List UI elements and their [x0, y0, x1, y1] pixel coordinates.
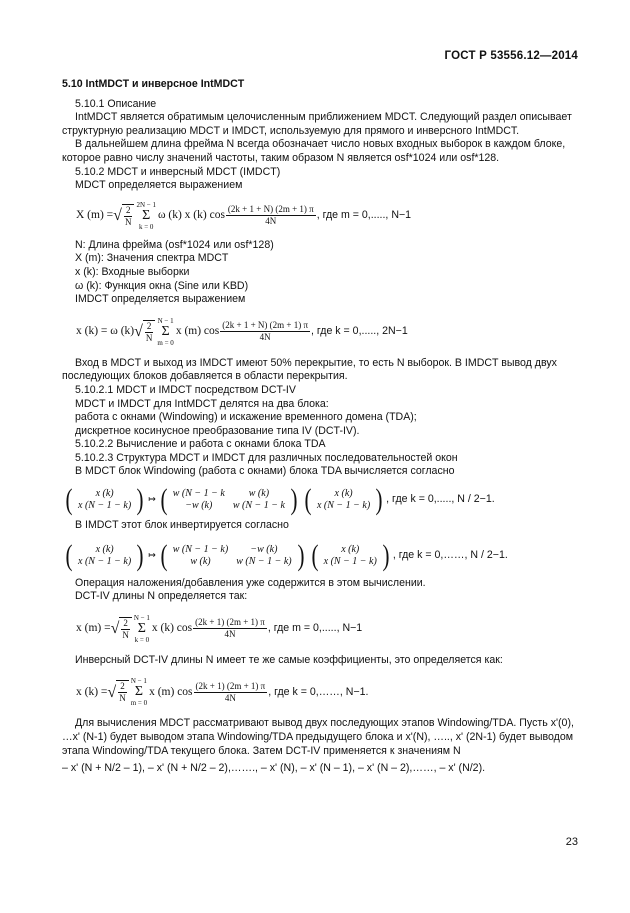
eq4-vector-in: ( x (k) x (N − 1 − k) ) — [311, 538, 390, 572]
eq5-body: x (k) cos — [151, 622, 193, 635]
fraction-num: (2k + 1 + N) (2m + 1) π — [227, 204, 314, 215]
paragraph-mdct-def: MDCT определяется выражением — [75, 179, 243, 192]
vector-cell: x (N − 1 − k) — [78, 500, 132, 512]
eq1-tail: , где m = 0,....., N−1 — [316, 208, 412, 221]
paragraph-frame-length: В дальнейшем длина фрейма N всегда обозначает число новых входных выборок в каждом блоке, которое равно числу значений частоты, таким образом N является osf*1024 или osf*128. — [62, 138, 566, 164]
fraction-den: 4N — [259, 332, 271, 343]
sum-top: N − 1 — [133, 613, 150, 622]
subsection-5-10-1: 5.10.1 Описание — [75, 97, 157, 110]
paragraph-overlap: Вход в MDCT и выход из IMDCT имеют 50% перекрытие, то есть N выборок. В IMDCT вывод двух последующих блоков добавляется в области перекрытия. — [62, 356, 557, 383]
sqrt-term: √ $\frac{2}{N}$ — [111, 617, 132, 641]
paragraph-dct-iv: дискретное косинусное преобразование типа IV (DCT-IV). — [75, 424, 360, 437]
eq1-lhs: X (m) = — [76, 208, 114, 221]
eq2-sum: N − 1 Σ m = 0 — [157, 316, 174, 347]
eq2-tail: , где k = 0,....., 2N−1 — [311, 324, 408, 337]
paragraph-imdct-def: IMDCT определяется выражением — [75, 293, 246, 306]
equation-dct-iv — [76, 614, 580, 644]
eq5-lhs: x (m) = — [76, 622, 111, 635]
subsection-5-10-2: 5.10.2 MDCT и инверсный MDCT (IMDCT) — [75, 165, 281, 178]
equation-windowing — [62, 485, 580, 515]
sqrt-den: N — [145, 332, 153, 343]
eq4-tail: , где k = 0,……, N / 2−1. — [392, 548, 508, 561]
eq2-fraction — [220, 320, 310, 343]
vector-cell: x (k) — [95, 543, 114, 555]
sqrt-num: 2 — [123, 617, 128, 628]
equation-mdct — [76, 201, 580, 231]
paragraph-imdct-invert: В IMDCT этот блок инвертируется согласно — [75, 519, 289, 532]
sum-top: 2N − 1 — [136, 200, 156, 209]
matrix-cell: w (N − 1 − k) — [172, 543, 229, 555]
eq1-fraction — [226, 204, 316, 227]
sqrt-term: √ $\frac{2}{N}$ — [113, 204, 134, 228]
paragraph-value-list: – x' (N + N/2 – 1), – x' (N + N/2 – 2),……., – x' (N), – x' (N – 1), – x' (N – 2),……, – x' (N/2). — [62, 762, 486, 775]
matrix-cell: w (N − 1 − k) — [236, 555, 292, 567]
fraction-num: (2k + 1 + N) (2m + 1) π — [222, 320, 309, 331]
paragraph-dct-iv-def: DCT-IV длины N определяется так: — [75, 590, 248, 603]
eq3-vector-in: ( x (k) x (N − 1 − k) ) — [304, 483, 383, 517]
sum-bottom: k = 0 — [138, 222, 154, 231]
def-n: N: Длина фрейма (osf*1024 или osf*128) — [75, 238, 274, 251]
document-header: ГОСТ Р 53556.12—2014 — [444, 50, 578, 62]
paragraph-overlap-add: Операция наложения/добавления уже содержится в этом вычислении. — [75, 576, 426, 589]
eq1-sum: 2N − 1 Σ k = 0 — [136, 200, 156, 231]
eq3-matrix: ( w (N − 1 − k w (k) −w (k) w (N − 1 − k ) — [160, 483, 298, 517]
eq2-lhs: x (k) = ω (k) — [76, 324, 135, 337]
def-xk: x (k): Входные выборки — [75, 265, 190, 278]
matrix-cell: w (N − 1 − k — [172, 488, 225, 500]
eq5-fraction — [193, 617, 267, 640]
section-title: 5.10 IntMDCT и инверсное IntMDCT — [62, 78, 245, 90]
subsection-5-10-2-2: 5.10.2.2 Вычисление и работа с окнами блока TDA — [75, 438, 326, 451]
eq5-sum: N − 1 Σ k = 0 — [133, 613, 150, 644]
sqrt-term: √ $\frac{2}{N}$ — [134, 320, 155, 344]
eq4-matrix: ( w (N − 1 − k) −w (k) w (k) w (N − 1 − k) ) — [160, 538, 305, 572]
fraction-num: (2k + 1) (2m + 1) π — [195, 680, 266, 691]
eq6-fraction — [194, 681, 268, 704]
paragraph-windowing: работа с окнами (Windowing) и искажение временного домена (TDA); — [75, 411, 417, 424]
paragraph-intmdct: IntMDCT является обратимым целочисленным приближением MDCT. Следующий раздел описывает структурную реализацию MDCT и IMDCT, используемую для прямого и инверсного IntMDCT. — [62, 111, 572, 137]
vector-cell: x (k) — [334, 488, 353, 500]
eq3-vector-out: ( x (k) x (N − 1 − k) ) — [65, 483, 144, 517]
vector-cell: x (N − 1 − k) — [323, 555, 377, 567]
matrix-cell: −w (k) — [185, 500, 213, 512]
fraction-den: 4N — [265, 216, 277, 227]
sum-bottom: k = 0 — [134, 635, 150, 644]
sqrt-den: N — [119, 693, 126, 704]
fraction-den: 4N — [224, 692, 236, 703]
eq6-lhs: x (k) = — [76, 685, 108, 698]
eq1-body: ω (k) x (k) cos — [157, 208, 225, 221]
eq3-tail: , где k = 0,....., N / 2−1. — [386, 493, 495, 506]
sqrt-num: 2 — [125, 204, 131, 215]
sqrt-num: 2 — [120, 681, 125, 692]
equation-inverse-dct-iv — [76, 677, 580, 707]
sqrt-num: 2 — [146, 320, 152, 331]
page-number: 23 — [565, 836, 578, 848]
maps-to-arrow: ↦ — [148, 494, 156, 505]
eq2-body: x (m) cos — [175, 324, 220, 337]
eq6-sum: N − 1 Σ m = 0 — [130, 677, 148, 708]
eq6-body: x (m) cos — [149, 685, 193, 698]
main-content — [62, 78, 580, 776]
def-x: X (m): Значения спектра MDCT — [75, 252, 229, 265]
eq6-tail: , где k = 0,……, N−1. — [268, 685, 369, 698]
matrix-cell: w (k) — [248, 488, 270, 500]
equation-imdct — [76, 317, 580, 347]
matrix-cell: w (k) — [190, 555, 211, 567]
matrix-cell: w (N − 1 − k — [232, 500, 285, 512]
eq4-vector-out: ( x (k) x (N − 1 − k) ) — [65, 538, 144, 572]
subsection-5-10-2-1: 5.10.2.1 MDCT и IMDCT посредством DCT-IV — [75, 383, 296, 396]
paragraph-inverse-dct: Инверсный DCT-IV длины N имеет те же самые коэффициенты, это определяется как: — [75, 653, 503, 666]
sqrt-den: N — [122, 629, 129, 640]
sqrt-term: √ $\frac{2}{N}$ — [107, 680, 128, 704]
paragraph-mdct-stages: Для вычисления MDCT рассматривают вывод двух последующих этапов Windowing/TDA. Пусть x'(0), …x' (N-1) будет выводом этапа Windowing/TDA предыдущего блока и x'(N), ….., x' (2N-1) будет выводом этапа Windowing/TDA текущего блока. Затем DCT-IV применяется к значениям N — [62, 717, 574, 757]
vector-cell: x (N − 1 − k) — [78, 555, 132, 567]
vector-cell: x (N − 1 − k) — [316, 500, 371, 512]
subsection-5-10-2-3: 5.10.2.3 Структура MDCT и IMDCT для различных последовательностей окон — [75, 451, 458, 464]
def-w: ω (k): Функция окна (Sine или KBD) — [75, 279, 249, 292]
vector-cell: x (k) — [95, 488, 114, 500]
fraction-den: 4N — [224, 629, 236, 640]
matrix-cell: −w (k) — [250, 543, 278, 555]
paragraph-windowing-tda: В MDCT блок Windowing (работа с окнами) блока TDA вычисляется согласно — [75, 465, 455, 478]
sum-bottom: m = 0 — [157, 338, 174, 347]
sum-top: N − 1 — [130, 677, 147, 686]
paragraph-two-blocks: MDCT и IMDCT для IntMDCT делятся на два блока: — [75, 397, 329, 410]
maps-to-arrow: ↦ — [148, 549, 156, 560]
fraction-num: (2k + 1) (2m + 1) π — [195, 617, 265, 628]
sum-top: N − 1 — [157, 316, 174, 325]
eq5-tail: , где m = 0,....., N−1 — [267, 622, 363, 635]
equation-inverse-windowing — [62, 538, 580, 572]
sum-bottom: m = 0 — [130, 699, 148, 708]
vector-cell: x (k) — [341, 543, 360, 555]
sqrt-den: N — [124, 216, 132, 227]
